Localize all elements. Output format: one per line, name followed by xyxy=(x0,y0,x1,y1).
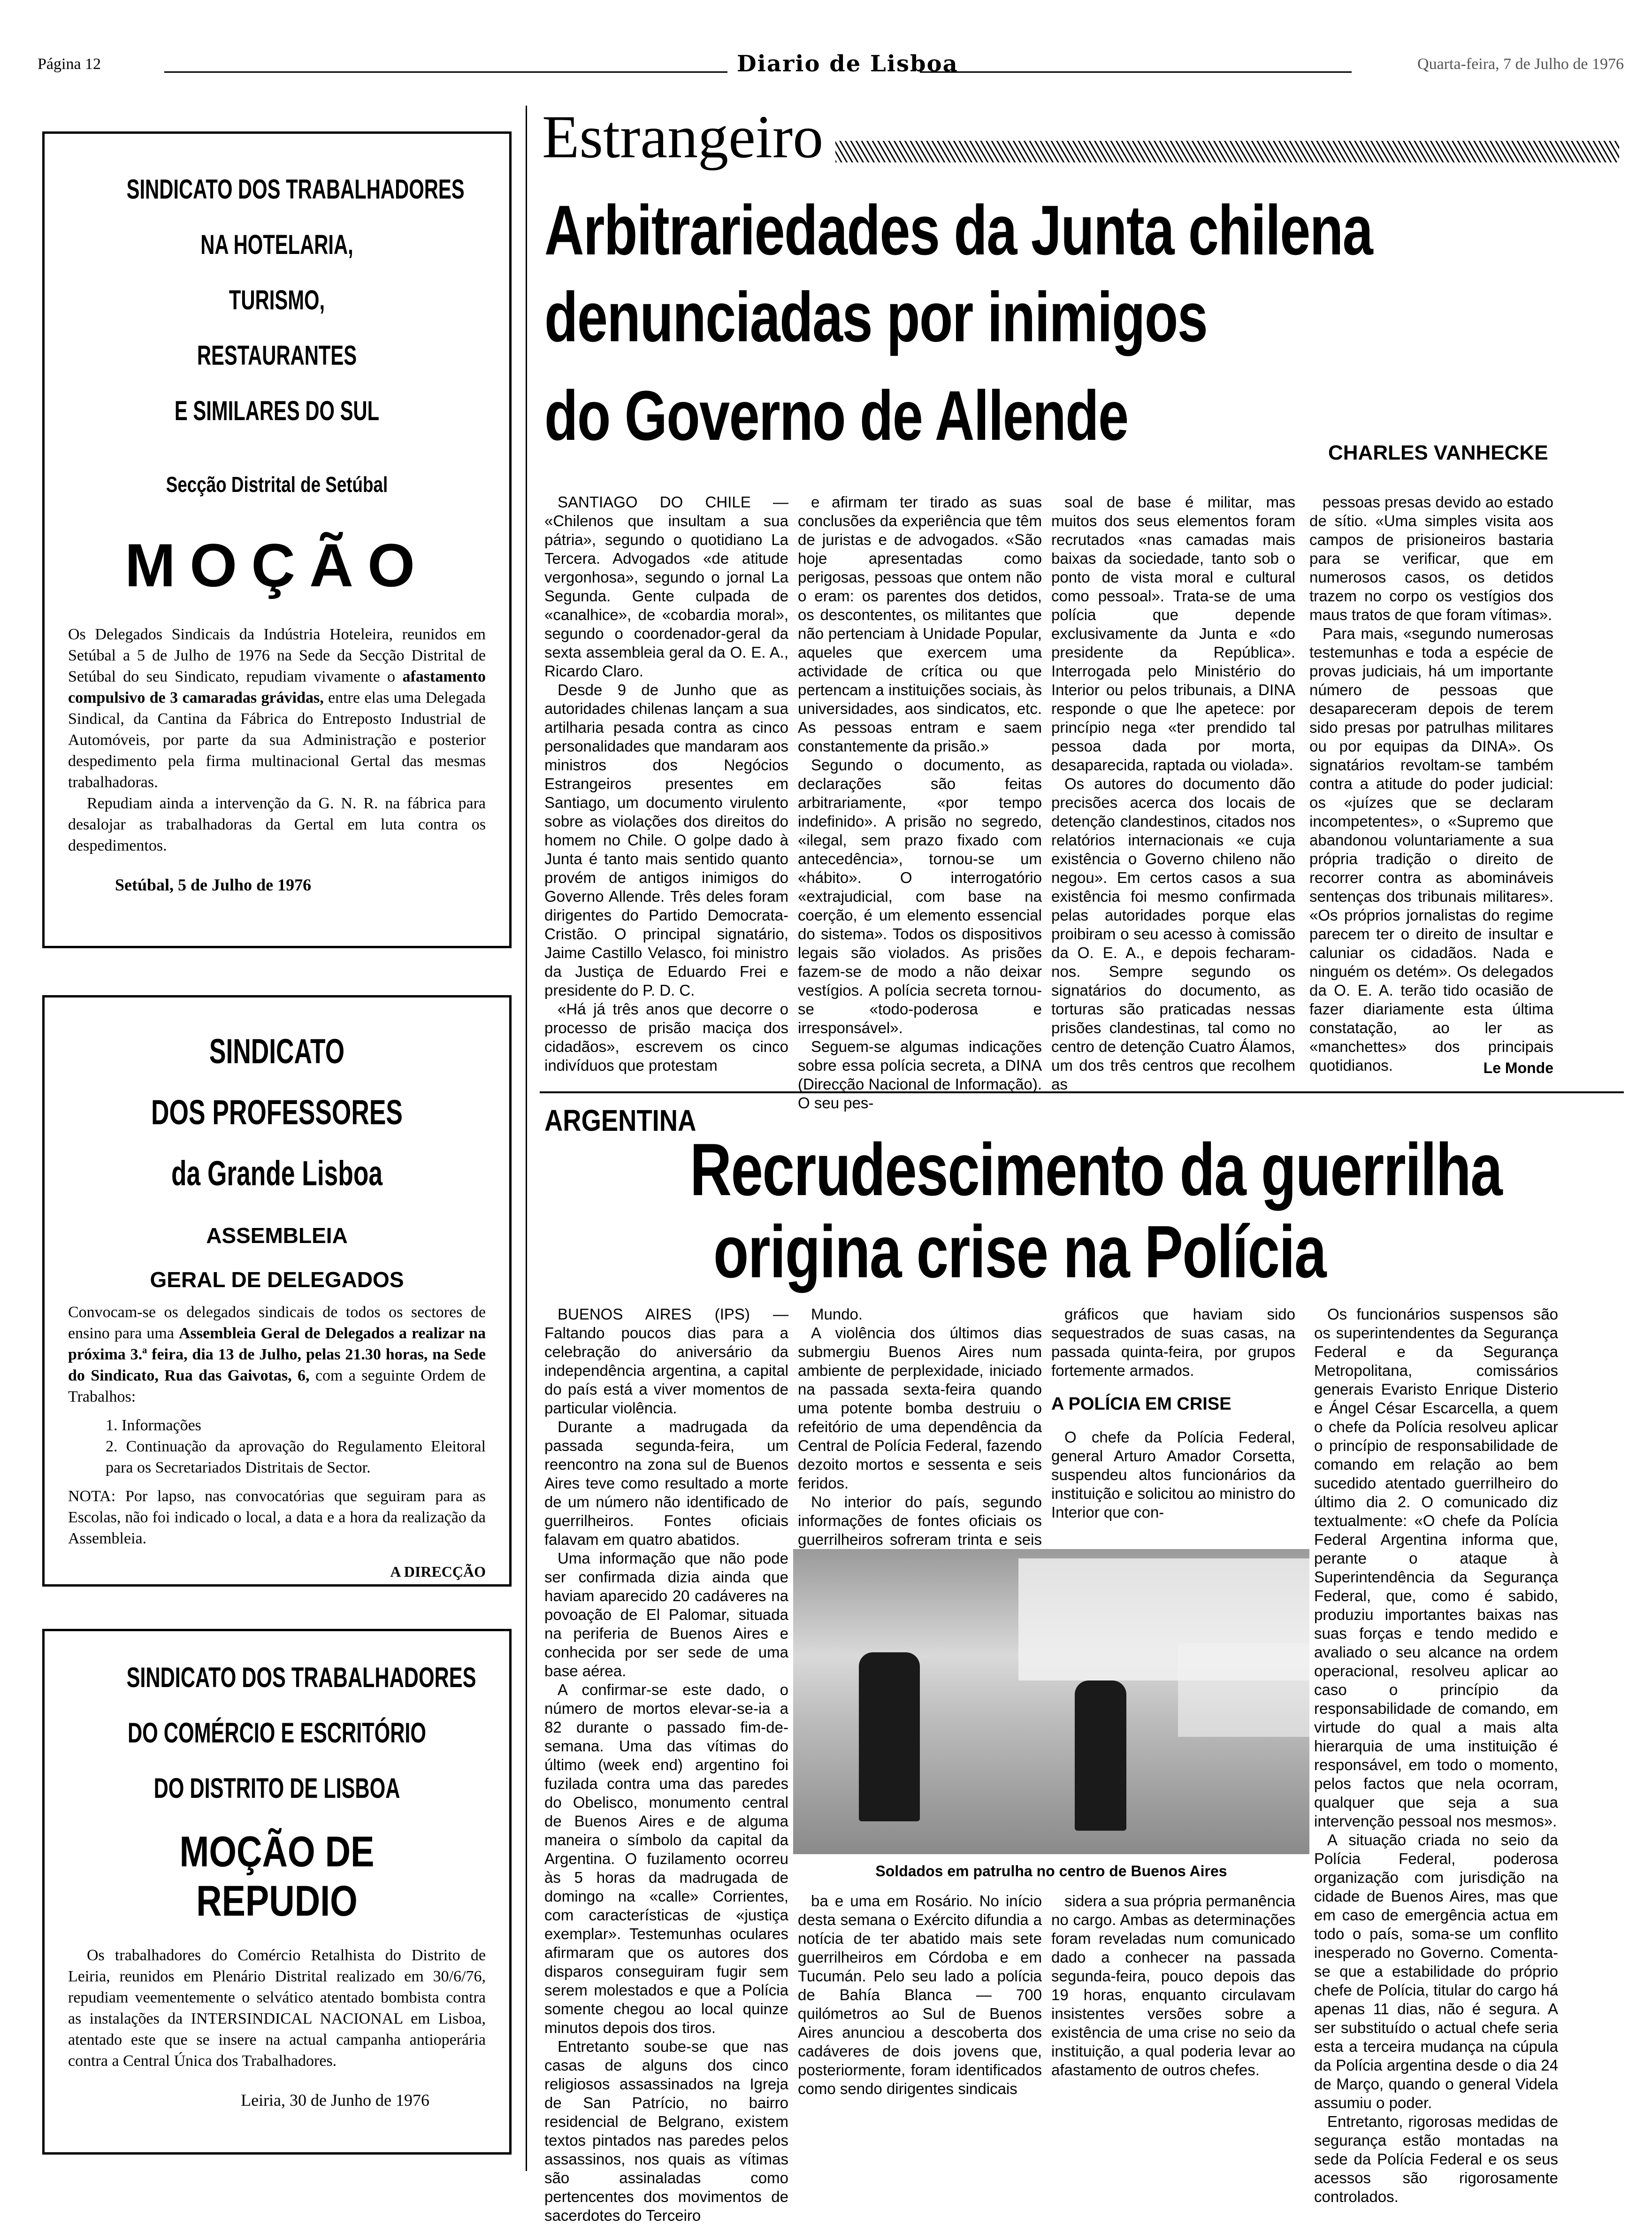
ad-title-line: E SIMILARES DO SUL xyxy=(174,396,380,426)
photo-soldier xyxy=(859,1652,920,1821)
article-column: gráficos que haviam sido sequestrados de suas casas, na passada quinta-feira, por grupos fortemente armados. A POLÍCIA EM CRISE O chefe da Polícia Federal, general Arturo Amador Corsetta, suspendeu altos funcionários da instituição e solicitou ao ministro do Interior que con- xyxy=(1051,1305,1295,1521)
article-headline: denunciadas por inimigos xyxy=(544,277,1208,356)
ad-title-line: SINDICATO DOS TRABALHADORES xyxy=(126,174,465,205)
ad-subtitle: ASSEMBLEIA xyxy=(206,1223,348,1248)
article-headline: Recrudescimento da guerrilha xyxy=(690,1128,1502,1211)
article-column: sidera a sua própria permanência no cargo. Ambas as determinações foram reveladas num comunicado dado a conhecer na passada segunda-feira, pouco depois das 19 horas, enquanto circulavam insistentes versões sobre a existência de uma crise no seio da instituição, a qual poderia levar ao afastamento de outros chefes. xyxy=(1051,1892,1295,2079)
ad-hotelaria xyxy=(42,131,512,948)
page-number: Página 12 xyxy=(38,55,101,73)
ad-agenda-item: 2. Continuação da aprovação do Regulamento Eleitoral para os Secretariados Distritais de Sector. xyxy=(106,1438,486,1476)
ad-title-line: SINDICATO DOS TRABALHADORES xyxy=(126,1662,476,1693)
ad-title-line: DO COMÉRCIO E ESCRITÓRIO xyxy=(127,1717,427,1749)
article-column: ba e uma em Rosário. No início desta semana o Exército difundia a notícia de ter abatido mais sete guerrilheiros em Córdoba e em Tucumán. Pelo seu lado a polícia de Bahía Blanca — 700 quilómetros ao Sul de Buenos Aires anunciou a descoberta dos cadáveres de dois jovens que, posteriormente, foram identificados como sendo dirigentes sindicais xyxy=(798,1892,1042,2097)
ad-signature: Leiria, 30 de Junho de 1976 xyxy=(241,2091,429,2110)
masthead: Diario de Lisboa xyxy=(737,51,958,77)
ad-title-line: da Grande Lisboa xyxy=(171,1154,383,1193)
ad-body: Os Delegados Sindicais da Indústria Hoteleira, reunidos em Setúbal a 5 de Julho de 1976 na Sede da Secção Distrital de Setúbal do seu Sindicato, repudiam vivamente o afastamento compulsivo de 3 camaradas grávidas, entre elas uma Delegada Sindical, da Cantina da Fábrica do Entreposto Industrial de Automóveis, por parte da sua Administração e posterior despedimento pela firma multinacional Gertal das mesmas trabalhadoras. xyxy=(68,626,486,791)
article-column: SANTIAGO DO CHILE — «Chilenos que insultam a sua pátria», segundo o quotidiano La Tercera. Advogados «de atitude vergonhosa», segundo o jornal La Segunda. Gente culpada de «canalhice», de «cobardia moral», segundo o coordenador-geral da sexta assembleia geral da O. E. A., Ricardo Claro. Desde 9 de Junho que as autoridades chilenas lançam a sua artilharia pesada contra as cinco personalidades que mandaram aos ministros dos Negócios Estrangeiros presentes em Santiago, um documento virulento sobre as violações dos direitos do homem no Chile. O golpe dado à Junta é tanto mais sentido quanto provém de antigos inimigos do Governo Allende. Três deles foram dirigentes do Partido Democrata-Cristão. O principal signatário, Jaime Castillo Velasco, foi ministro da Justiça de Eduardo Frei e presidente do P. D. C. «Há já três anos que decorre o processo de prisão maciça dos cidadãos», escrevem os cinco indivíduos que protestam xyxy=(544,493,788,1074)
ad-title-line: TURISMO, xyxy=(229,285,325,315)
section-subhead: A POLÍCIA EM CRISE xyxy=(1051,1394,1231,1414)
article-headline: do Governo de Allende xyxy=(544,376,1128,455)
article-column: BUENOS AIRES (IPS) — Faltando poucos dias para a celebração do aniversário da independência argentina, a capital do país está a viver momentos de particular violência. Durante a madrugada da passada segunda-feira, um reencontro na zona sul de Buenos Aires teve como resultado a morte de um número não identificado de guerrilheiros. Fontes oficiais falavam em quatro abatidos. Uma informação que não pode ser confirmada dizia ainda que haviam aparecido 20 cadáveres na povoação de El Palomar, situada na periferia de Buenos Aires e conhecida por ser sede de uma base aérea. A confirmar-se este dado, o número de mortos elevar-se-ia a 82 durante o passado fim-de-semana. Uma das vítimas do último (week end) argentino foi fuzilada contra uma das paredes do Obelisco, monumento central de Buenos Aires e de alguma maneira o símbolo da capital da Argentina. O fuzilamento ocorreu às 5 horas da madrugada de domingo na «calle» Corrientes, com características de «justiça exemplar». Testemunhas oculares afirmaram que os autores dos disparos conseguiram fugir sem serem molestados e que a Polícia somente chegou ao local quinze minutos depois dos tiros. Entretanto soube-se que nas casas de alguns dos cinco religiosos assassinados na Igreja de San Patrício, no bairro residencial de Belgrano, existem textos pintados nas paredes pelos assassinos, nos quais as vítimas são assinaladas como pertencentes dos movimentos de sacerdotes do Terceiro xyxy=(544,1305,788,2224)
ad-title-line: DOS PROFESSORES xyxy=(151,1093,403,1132)
ad-heading: MOÇÃO DE REPUDIO xyxy=(179,1828,375,1925)
photo-caption: Soldados em patrulha no centro de Buenos Aires xyxy=(875,1863,1227,1880)
photo-soldier xyxy=(1075,1680,1126,1831)
article-column: pessoas presas devido ao estado de sítio. «Uma simples visita aos campos de prisioneiros bastaria para se verificar, que em numerosos casos, os detidos trazem no corpo os vestígios dos maus tratos de que foram vítimas». Para mais, «segundo numerosas testemunhas e toda a espécie de provas judiciais, há um importante número de pessoas que desapareceram depois de terem sido presas por patrulhas militares ou por equipas da DINA». Os signatários revoltam-se também contra a atitude do poder judicial: os «juízes que se declaram incompetentes», o «Supremo que abandonou voluntariamente a sua própria tradição o direito de recorrer contra as abomináveis sentenças dos tribunais militares». «Os próprios jornalistas do regime parecem ter o direito de insultar e caluniar os cidadãos. Nada e ninguém os detém». Os delegados da O. E. A. terão tido ocasião de fazer diariamente esta última constatação, ao ler as «manchettes» dos principais quotidianos. xyxy=(1309,493,1553,1074)
ad-signature: A DIRECÇÃO xyxy=(390,1563,486,1580)
photo-building xyxy=(1178,1643,1309,1737)
article-column: soal de base é militar, mas muitos dos seus elementos foram recrutados «nas camadas mais baixas da sociedade, tanto sob o ponto de vista moral e cultural como pessoal». Trata-se de uma polícia que depende exclusivamente da Junta e «do presidente da República». Interrogada pelo Ministério do Interior ou pelos tribunais, a DINA responde o que lhe apetece: por princípio nega «ter prendido tal pessoa dada por morta, desaparecida, raptada ou violada». Os autores do documento dão precisões acerca dos locais de detenção clandestinos, citados nos relatórios internacionais «e cuja existência o Governo chileno não negou». Em certos casos a sua existência foi mesmo confirmada pelas autoridades porque elas proibiram o seu acesso à comissão da O. E. A., e depois fecharam-nos. Sempre segundo os signatários do documento, as torturas são praticadas nessas prisões clandestinas, tal como no centro de detenção Cuatro Álamos, um dos três centros que recolhem as xyxy=(1051,493,1295,1093)
ad-body: Os trabalhadores do Comércio Retalhista do Distrito de Leiria, reunidos em Plenário Distrital realizado em 30/6/76, repudiam veementemente o selvático atentado bombista contra as instalações da INTERSINDICAL NACIONAL em Lisboa, atentado este que se insere na actual campanha antioperária contra a Central Única dos Trabalhadores. xyxy=(68,1947,486,2070)
ad-signature: Setúbal, 5 de Julho de 1976 xyxy=(115,875,312,894)
ad-professores xyxy=(42,995,512,1587)
article-headline: Arbitrariedades da Junta chilena xyxy=(544,191,1373,269)
article-column: e afirmam ter tirado as suas conclusões da experiência que têm de juristas e de advogados. «São hoje apresentadas como perigosas, pessoas que ontem não o eram: os parentes dos detidos, os descontentes, os militantes que não pertenciam à Unidade Popular, aqueles que exercem uma actividade de crítica ou que pertencam a instituições sociais, às universidades, aos sindicatos, etc. As pessoas entram e saem constantemente da prisão.» Segundo o documento, as declarações são feitas arbitrariamente, «por tempo indefinido». A prisão no segredo, «ilegal, sem prazo fixado com antecedência», tornou-se um «hábito». O interrogatório «extrajudicial, com base na coerção, é um elemento essencial do sistema». Todos os dispositivos legais são violados. As prisões fazem-se de modo a não deixar vestígios. A polícia secreta tornou-se «todo-poderosa e irresponsável». Seguem-se algumas indicações sobre essa polícia secreta, a DINA (Direcção Nacional de Informação). O seu pes- xyxy=(798,493,1042,1112)
article-column: Mundo. A violência dos últimos dias submergiu Buenos Aires num ambiente de perplexidade, iniciado na passada sexta-feira quando uma potente bomba destruiu o refeitório de uma dependência da Central de Polícia Federal, fazendo dezoito mortos e sessenta e seis feridos. No interior do país, segundo informações de fontes oficiais os guerrilheiros sofreram trinta e seis xyxy=(798,1305,1042,1548)
ad-title-line: SINDICATO xyxy=(209,1032,345,1071)
article-kicker: ARGENTINA xyxy=(544,1104,696,1137)
ad-comercio xyxy=(42,1629,512,2155)
news-photo xyxy=(793,1549,1309,1854)
ad-body: Convocam-se os delegados sindicais de todos os sectores de ensino para uma Assembleia Geral de Delegados a realizar na próxima 3.ª feira, dia 13 de Julho, pelas 21.30 horas, na Sede do Sindicato, Rua das Gaivotas, 6, com a seguinte Ordem de Trabalhos: xyxy=(68,1304,486,1405)
section-label: Estrangeiro xyxy=(542,103,824,171)
section-hatch xyxy=(835,141,1619,162)
article-divider xyxy=(540,1091,1624,1093)
ad-body: Repudiam ainda a intervenção da G. N. R. na fábrica para desalojar as trabalhadoras da Gertal em luta contra os despedimentos. xyxy=(68,795,486,854)
article-credit: Le Monde xyxy=(1483,1059,1553,1076)
ad-agenda-item: 1. Informações xyxy=(106,1417,201,1434)
byline: CHARLES VANHECKE xyxy=(1328,441,1548,464)
page-header xyxy=(38,51,1624,79)
column-divider xyxy=(526,106,527,2171)
issue-date: Quarta-feira, 7 de Julho de 1976 xyxy=(1417,55,1624,73)
ad-title-line: DO DISTRITO DE LISBOA xyxy=(153,1772,400,1804)
article-column: Os funcionários suspensos são os superintendentes da Segurança Federal e da Segurança Metropolitana, comissários generais Evaristo Enrique Disterio e Ángel César Escarcella, a quem o chefe da Polícia resolveu aplicar o princípio de responsabilidade de comando em relação ao bem sucedido atentado guerrilheiro do último dia 2. O comunicado diz textualmente: «O chefe da Polícia Federal Argentina informa que, perante o ataque à Superintendência da Segurança Federal, que, como é sabido, produziu importantes baixas nas suas forças e tendo medido e avaliado o seu alcance na ordem operacional, resolveu aplicar ao caso o princípio da responsabilidade de comando, em virtude do qual a mais alta hierarquia de uma instituição é responsável, em todo o momento, pelos factos que nela ocorram, qualquer que seja a sua intervenção pessoal nos mesmos». A situação criada no seio da Polícia Federal, poderosa organização com jurisdição na cidade de Buenos Aires, mas que em caso de emergência actua em todo o país, soma-se um conflito inesperado no Governo. Comenta-se que a estabilidade do próprio chefe de Polícia, titular do cargo há apenas 11 dias, não é segura. A ser substituído o actual chefe seria esta a terceira mudança na cúpula da Polícia argentina desde o dia 24 de Março, quando o general Videla assumiu o poder. Entretanto, rigorosas medidas de segurança estão montadas na sede da Polícia Federal e os seus acessos são rigorosamente controlados. xyxy=(1314,1305,1558,2205)
ad-heading: MOÇÃO xyxy=(124,531,429,599)
header-rule xyxy=(920,71,1352,73)
article-headline: origina crise na Polícia xyxy=(713,1211,1326,1293)
ad-title-line: NA HOTELARIA, xyxy=(200,230,353,260)
ad-title-line: RESTAURANTES xyxy=(197,340,357,371)
ad-subtitle: GERAL DE DELEGADOS xyxy=(150,1267,404,1292)
ad-note: NOTA: Por lapso, nas convocatórias que seguiram para as Escolas, não foi indicado o local, a data e a hora da realização da Assembleia. xyxy=(68,1488,486,1547)
ad-section: Secção Distrital de Setúbal xyxy=(166,472,388,497)
header-rule xyxy=(164,71,727,73)
